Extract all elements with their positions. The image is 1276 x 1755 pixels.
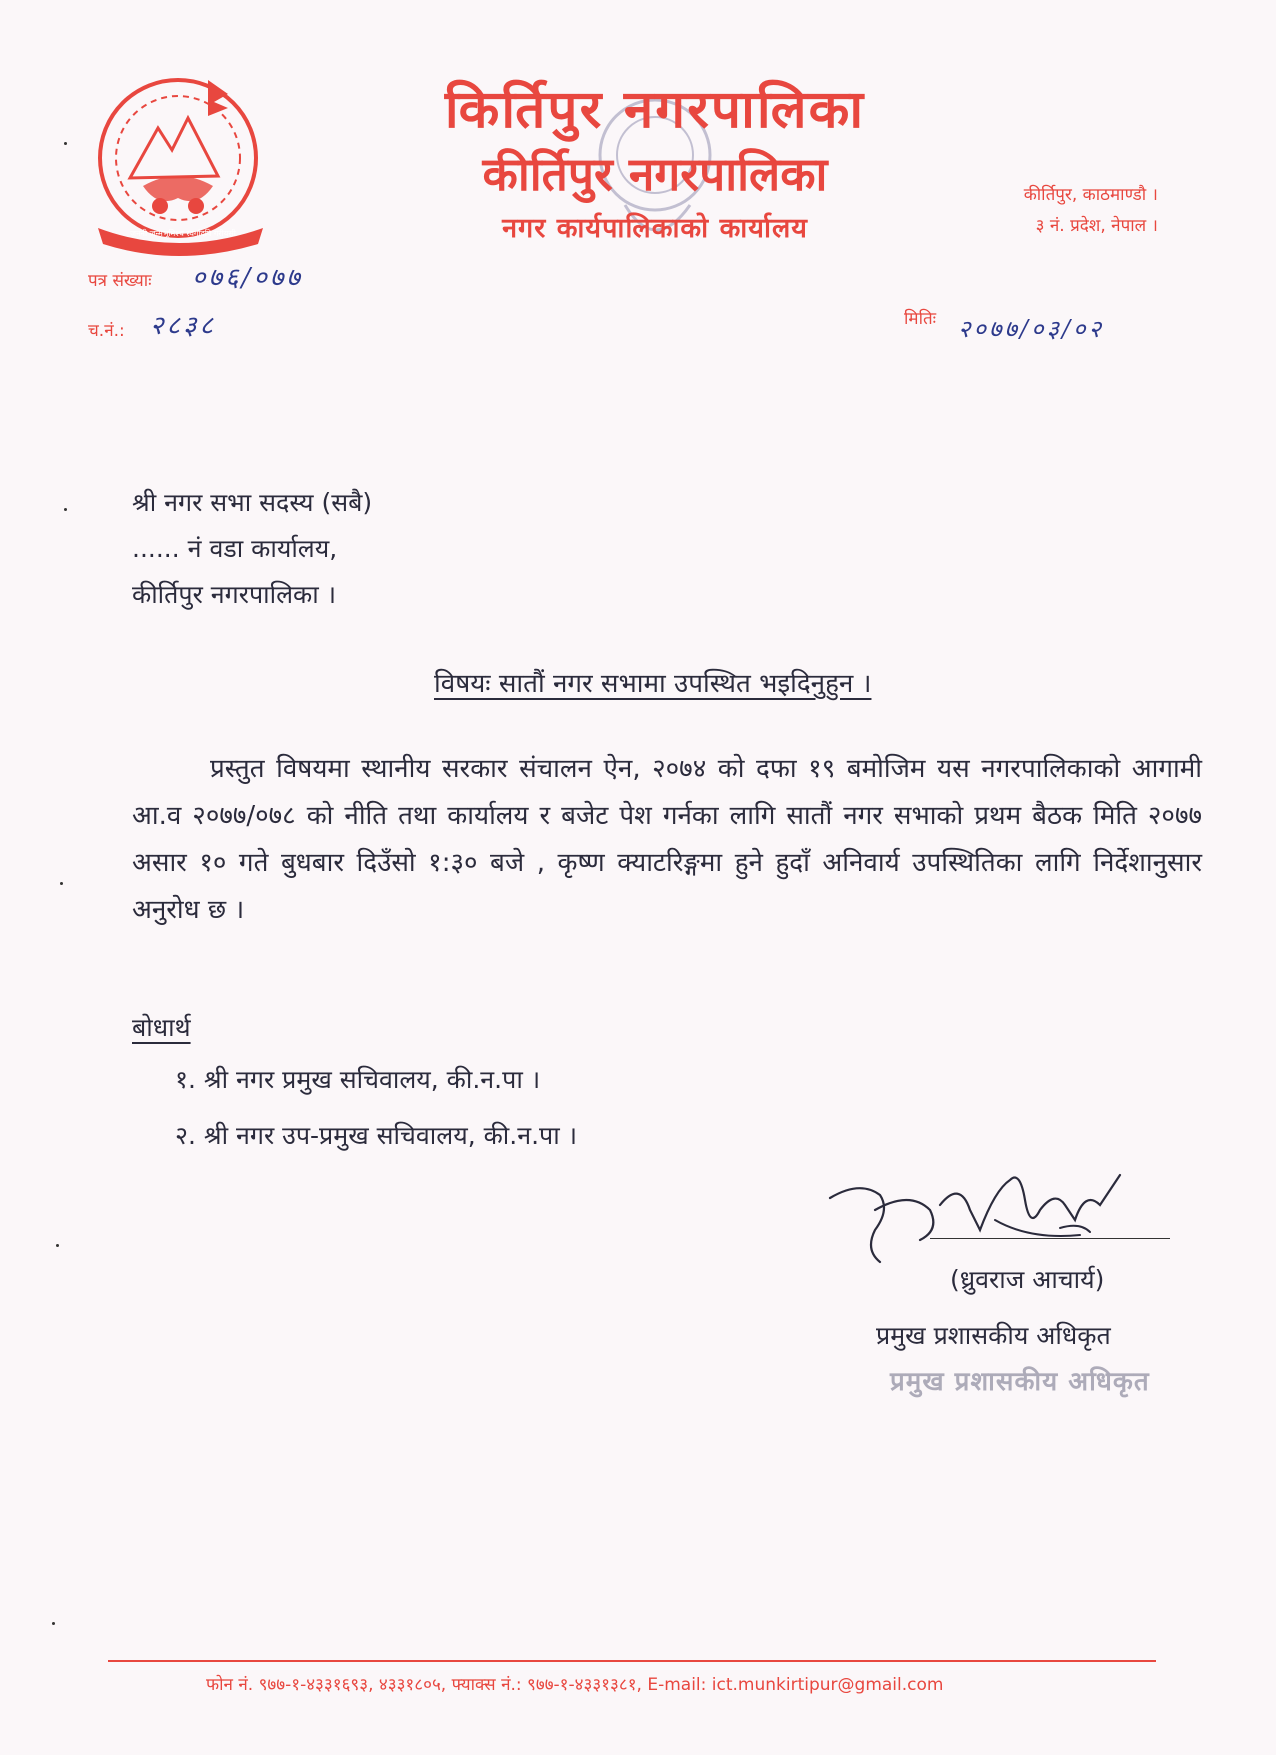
footer-contact: फोन नं. ९७७-१-४३३१६९३, ४३३१८०५, फ्याक्स नं.: ९७७-१-४३३१३८१, E-mail: ict.munkirtipur@gmail.com <box>206 1675 944 1695</box>
signatory-title: प्रमुख प्रशासकीय अधिकृत <box>876 1321 1111 1350</box>
handwritten-signature-icon <box>820 1150 1180 1280</box>
emblem-motto: जननी जन्मभूमिश्च स्वर्गादपि गरीयसी <box>130 229 236 238</box>
address-line-1: कीर्तिपुर, काठमाण्डौ । <box>1023 185 1158 205</box>
scan-speck <box>52 1622 55 1625</box>
letter-body: प्रस्तुत विषयमा स्थानीय सरकार संचालन ऐन, २०७४ को दफा १९ बमोजिम यस नगरपालिकाको आगामी आ.व २०७७/०७८ को नीति तथा कार्यालय र बजेट पेश गर्नका लागि सातौं नगर सभाको प्रथम बैठक मिति २०७७ असार १० गते बुधबार दिउँसो १:३० बजे , कृष्ण क्याटरिङ्गमा हुने हुदाँ अनिवार्य उपस्थितिका लागि निर्देशानुसार अनुरोध छ । <box>132 754 1202 925</box>
scan-speck <box>64 508 67 511</box>
addressee-line-3: कीर्तिपुर नगरपालिका । <box>132 580 337 609</box>
patra-sankhya-label: पत्र संख्याः <box>88 271 152 291</box>
footer-rule <box>108 1660 1156 1662</box>
addressee-block <box>132 480 372 618</box>
chalani-label: च.नं.: <box>88 321 125 341</box>
cc-item-1: १. श्री नगर प्रमुख सचिवालय, की.न.पा । <box>175 1065 541 1094</box>
letterhead-address <box>1024 180 1158 242</box>
letter-subject: विषयः सातौं नगर सभामा उपस्थित भइदिनुहुन । <box>434 669 872 699</box>
signatory-stamp: प्रमुख प्रशासकीय अधिकृत <box>890 1367 1150 1397</box>
addressee-line-1: श्री नगर सभा सदस्य (सबै) <box>132 488 373 517</box>
signature-line <box>930 1238 1170 1239</box>
cc-heading: बोधार्थ <box>132 1013 191 1042</box>
signatory-name: (ध्रुवराज आचार्य) <box>950 1265 1105 1294</box>
letterhead-office: नगर कार्यपालिकाको कार्यालय <box>502 213 808 244</box>
letterhead-title-decorative: किर्तिपुर नगरपालिका <box>444 79 866 140</box>
patra-sankhya-value: ०७६/०७७ <box>192 263 303 293</box>
scan-speck <box>60 882 63 885</box>
date-value: २०७७/०३/०२ <box>958 315 1105 343</box>
scan-speck <box>64 142 67 145</box>
chalani-value: २८३८ <box>150 311 217 341</box>
scan-speck <box>56 1244 59 1247</box>
letterhead-title: कीर्तिपुर नगरपालिका <box>482 147 828 201</box>
date-label: मितिः <box>904 309 937 329</box>
addressee-line-2: ...... नं वडा कार्यालय, <box>132 534 338 563</box>
address-line-2: ३ नं. प्रदेश, नेपाल । <box>1035 216 1158 236</box>
cc-item-2: २. श्री नगर उप-प्रमुख सचिवालय, की.न.पा । <box>175 1121 578 1150</box>
